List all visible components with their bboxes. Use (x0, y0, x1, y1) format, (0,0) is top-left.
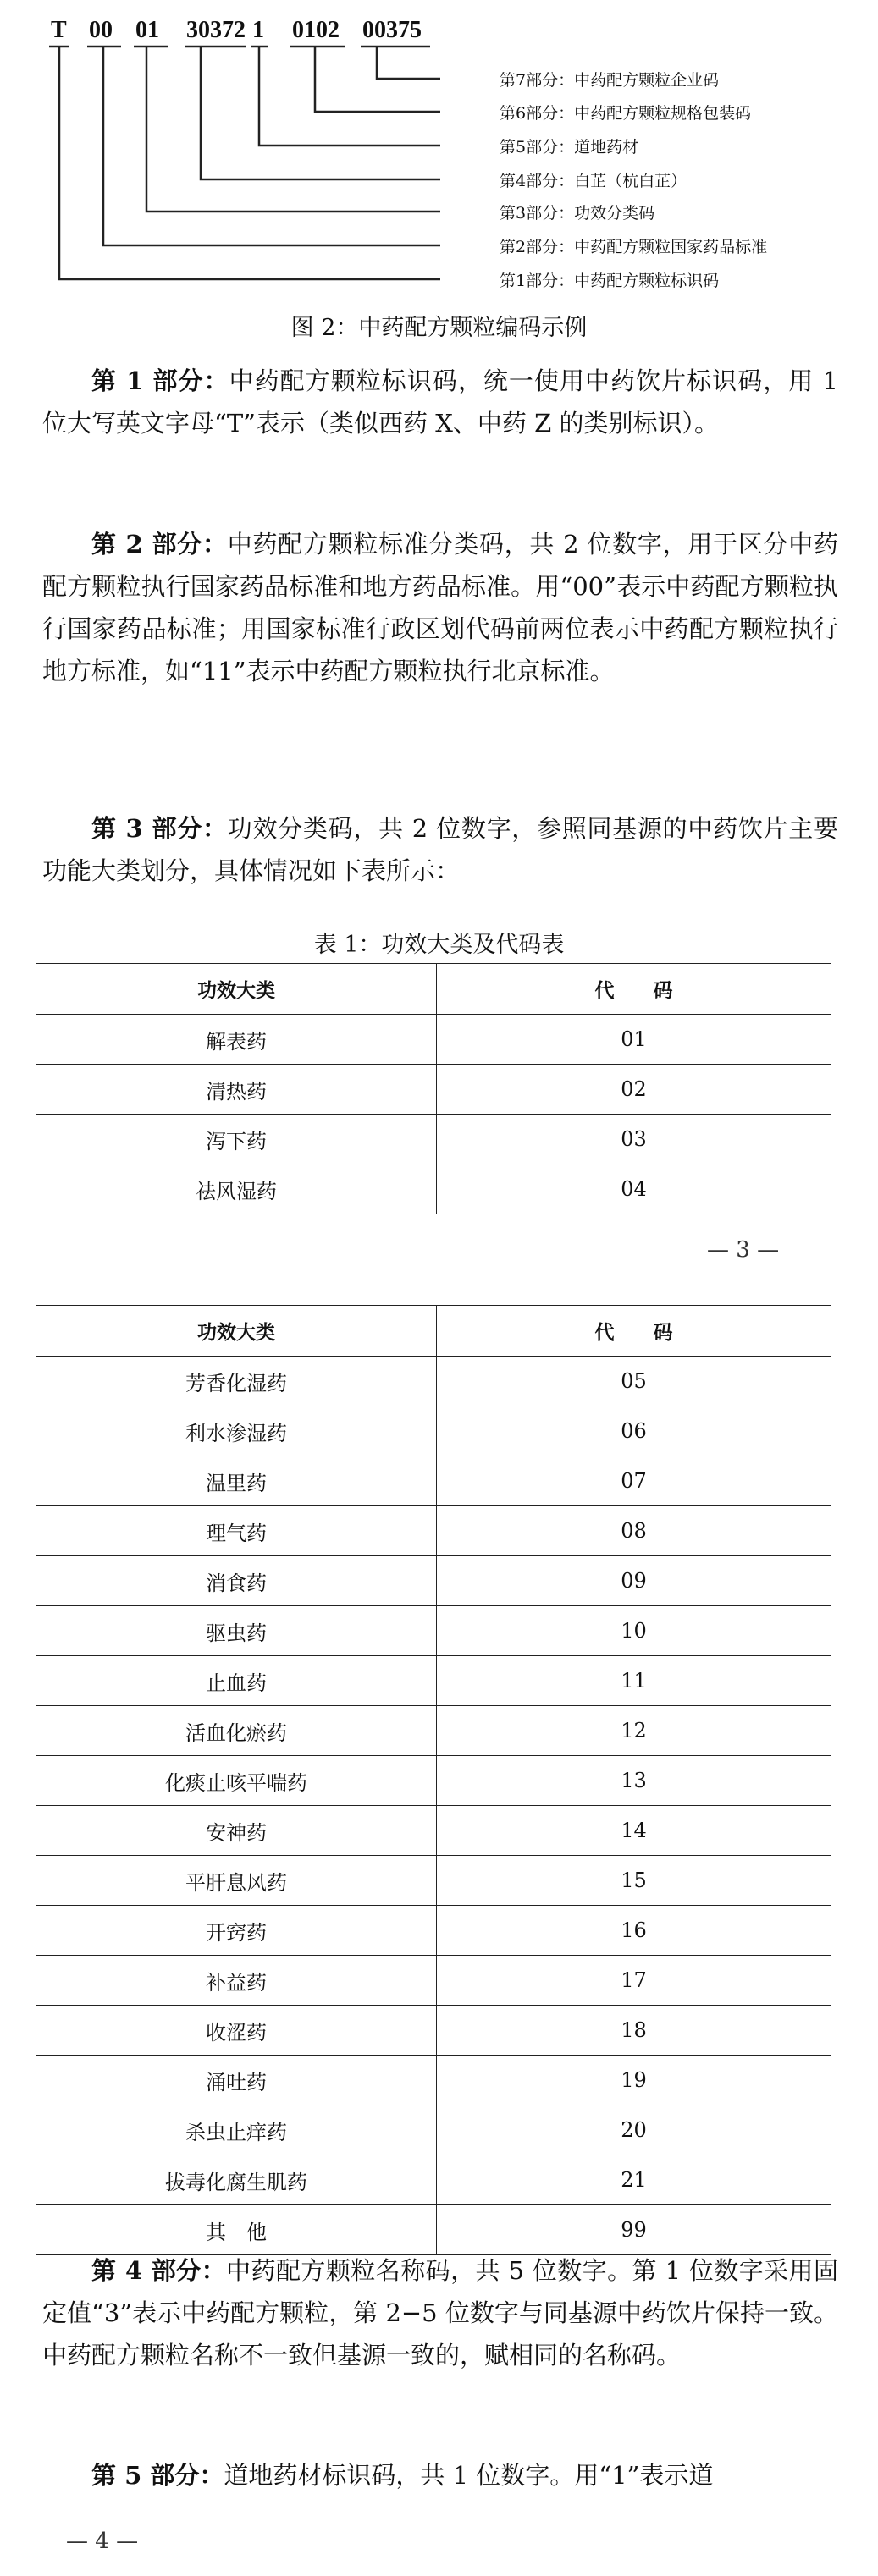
part-5-text: 道地药材标识码，共 1 位数字。用“1”表示道 (224, 2461, 714, 2490)
header-code: 代 码 (437, 1306, 831, 1357)
paragraph-part-2 (42, 523, 838, 692)
efficacy-category-cell: 其 他 (36, 2205, 437, 2255)
table-row (36, 1115, 831, 1164)
table-row (36, 1506, 831, 1556)
table-row (36, 1756, 831, 1806)
table-row (36, 1556, 831, 1606)
code-legend-item: 第3部分：功效分类码 (500, 204, 655, 223)
table-row (36, 1856, 831, 1906)
part-3-text: 功效分类码，共 2 位数字，参照同基源的中药饮片主要功能大类划分，具体情况如下表所示： (42, 814, 838, 885)
table-row (36, 1406, 831, 1456)
efficacy-code-cell: 19 (437, 2056, 831, 2105)
efficacy-category-cell: 利水渗湿药 (36, 1406, 437, 1456)
efficacy-category-cell: 收涩药 (36, 2006, 437, 2056)
part-3-label: 第 3 部分： (91, 814, 228, 843)
table-row (36, 2056, 831, 2105)
efficacy-category-cell: 理气药 (36, 1506, 437, 1556)
table-header-row (36, 1306, 831, 1357)
page-number-3: — 3 — (707, 1237, 780, 1263)
efficacy-category-cell: 补益药 (36, 1956, 437, 2006)
table-row (36, 1656, 831, 1706)
efficacy-code-cell: 17 (437, 1956, 831, 2006)
efficacy-code-cell: 11 (437, 1656, 831, 1706)
code-part-6: 0102 (292, 17, 340, 43)
efficacy-category-cell: 平肝息风药 (36, 1856, 437, 1906)
code-legend-item: 第7部分：中药配方颗粒企业码 (500, 71, 720, 90)
table-row (36, 1456, 831, 1506)
part-5-label: 第 5 部分： (91, 2461, 224, 2490)
efficacy-category-cell: 温里药 (36, 1456, 437, 1506)
paragraph-part-3 (42, 807, 838, 892)
efficacy-category-cell: 化痰止咳平喘药 (36, 1756, 437, 1806)
page-number-4: — 4 — (66, 2529, 139, 2554)
table-caption: 表 1：功效大类及代码表 (313, 932, 565, 958)
efficacy-category-cell: 开窍药 (36, 1906, 437, 1956)
paragraph-part-1 (42, 360, 838, 444)
efficacy-code-cell: 04 (437, 1164, 831, 1214)
code-legend-item: 第1部分：中药配方颗粒标识码 (500, 272, 720, 290)
code-legend-item: 第6部分：中药配方颗粒规格包装码 (500, 104, 752, 123)
code-part-5: 1 (252, 17, 264, 43)
efficacy-code-cell: 07 (437, 1456, 831, 1506)
efficacy-code-table-page3 (36, 963, 831, 1214)
table-header-row (36, 964, 831, 1015)
efficacy-code-cell: 99 (437, 2205, 831, 2255)
table-row (36, 1956, 831, 2006)
code-part-1: T (51, 17, 67, 43)
efficacy-code-cell: 15 (437, 1856, 831, 1906)
efficacy-category-cell: 拔毒化腐生肌药 (36, 2155, 437, 2205)
table-row (36, 1706, 831, 1756)
table-row (36, 1164, 831, 1214)
efficacy-category-cell: 消食药 (36, 1556, 437, 1606)
code-part-4: 30372 (186, 17, 246, 43)
efficacy-code-cell: 20 (437, 2105, 831, 2155)
table-row (36, 2155, 831, 2205)
efficacy-category-cell: 清热药 (36, 1065, 437, 1115)
efficacy-code-cell: 09 (437, 1556, 831, 1606)
paragraph-part-5 (42, 2454, 838, 2496)
table-row (36, 2006, 831, 2056)
table-row (36, 1606, 831, 1656)
efficacy-category-cell: 芳香化湿药 (36, 1357, 437, 1406)
table-row (36, 1806, 831, 1856)
efficacy-category-cell: 泻下药 (36, 1115, 437, 1164)
paragraph-part-4 (42, 2249, 838, 2376)
efficacy-code-cell: 08 (437, 1506, 831, 1556)
part-4-text: 中药配方颗粒名称码，共 5 位数字。第 1 位数字采用固定值“3”表示中药配方颗粒，第 2−5 位数字与同基源中药饮片保持一致。中药配方颗粒名称不一致但基源一致的，赋相同的名称码。 (42, 2256, 839, 2370)
header-category: 功效大类 (36, 964, 437, 1015)
table-row (36, 1906, 831, 1956)
code-part-3: 01 (135, 17, 159, 43)
code-legend-item: 第4部分：白芷（杭白芷） (500, 172, 687, 190)
efficacy-code-cell: 06 (437, 1406, 831, 1456)
efficacy-code-cell: 02 (437, 1065, 831, 1115)
code-connector-lines (0, 0, 878, 305)
efficacy-code-cell: 05 (437, 1357, 831, 1406)
efficacy-code-cell: 10 (437, 1606, 831, 1656)
code-legend-item: 第2部分：中药配方颗粒国家药品标准 (500, 238, 768, 256)
code-legend-item: 第5部分：道地药材 (500, 138, 639, 157)
efficacy-code-cell: 21 (437, 2155, 831, 2205)
figure-caption: 图 2：中药配方颗粒编码示例 (290, 315, 588, 341)
part-2-label: 第 2 部分： (91, 530, 228, 559)
part-1-text: 中药配方颗粒标识码，统一使用中药饮片标识码，用 1 位大写英文字母“T”表示（类似西药 X、中药 Z 的类别标识）。 (42, 366, 838, 438)
efficacy-category-cell: 杀虫止痒药 (36, 2105, 437, 2155)
efficacy-category-cell: 安神药 (36, 1806, 437, 1856)
efficacy-category-cell: 解表药 (36, 1015, 437, 1065)
efficacy-code-cell: 18 (437, 2006, 831, 2056)
efficacy-code-cell: 12 (437, 1706, 831, 1756)
table-row (36, 1015, 831, 1065)
efficacy-code-cell: 03 (437, 1115, 831, 1164)
efficacy-code-cell: 16 (437, 1906, 831, 1956)
efficacy-code-cell: 14 (437, 1806, 831, 1856)
efficacy-code-table-page4 (36, 1305, 831, 2255)
efficacy-code-cell: 01 (437, 1015, 831, 1065)
code-part-2: 00 (89, 17, 113, 43)
efficacy-category-cell: 止血药 (36, 1656, 437, 1706)
efficacy-code-cell: 13 (437, 1756, 831, 1806)
efficacy-category-cell: 活血化瘀药 (36, 1706, 437, 1756)
header-code: 代 码 (437, 964, 831, 1015)
table-row (36, 1357, 831, 1406)
efficacy-category-cell: 涌吐药 (36, 2056, 437, 2105)
efficacy-category-cell: 驱虫药 (36, 1606, 437, 1656)
header-category: 功效大类 (36, 1306, 437, 1357)
efficacy-category-cell: 祛风湿药 (36, 1164, 437, 1214)
part-2-text: 中药配方颗粒标准分类码，共 2 位数字，用于区分中药配方颗粒执行国家药品标准和地方药品标准。用“00”表示中药配方颗粒执行国家药品标准；用国家标准行政区划代码前两位表示中药配方颗粒执行地方标准，如“11”表示中药配方颗粒执行北京标准。 (42, 530, 838, 685)
part-4-label: 第 4 部分： (91, 2256, 227, 2285)
code-part-7: 00375 (362, 17, 422, 43)
part-1-label: 第 1 部分： (91, 366, 229, 395)
table-row (36, 2205, 831, 2255)
table-row (36, 1065, 831, 1115)
table-row (36, 2105, 831, 2155)
